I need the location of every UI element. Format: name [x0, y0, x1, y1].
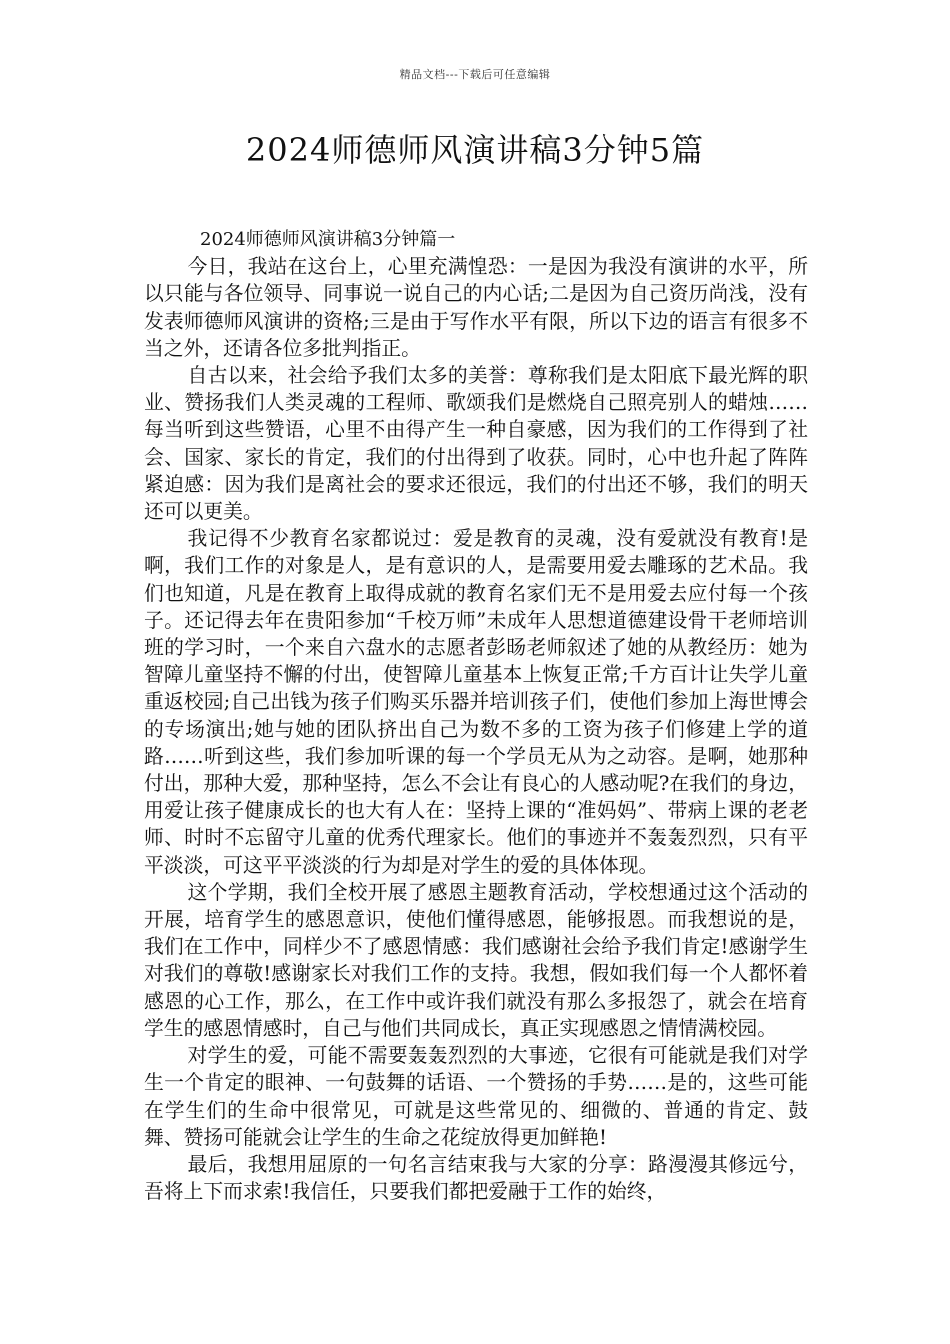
document-title: 2024师德师风演讲稿3分钟5篇: [245, 131, 705, 169]
section-heading: 2024师德师风演讲稿3分钟篇一: [200, 229, 456, 250]
paragraph-6: 最后，我想用屈原的一句名言结束我与大家的分享：路漫漫其修远兮，吾将上下而求索!我信任，只要我们都把爱融于工作的始终，: [144, 1152, 808, 1204]
paragraph-1: 今日，我站在这台上，心里充满惶恐：一是因为我没有演讲的水平，所以只能与各位领导、同事说一说自己的内心话;二是因为自己资历尚浅，没有发表师德师风演讲的资格;三是由于写作水平有限，所以下边的语言有很多不当之外，还请各位多批判指正。: [144, 255, 808, 360]
paragraph-5: 对学生的爱，可能不需要轰轰烈烈的大事迹，它很有可能就是我们对学生一个肯定的眼神、一句鼓舞的话语、一个赞扬的手势……是的，这些可能在学生们的生命中很常见，可就是这些常见的、细微的、普通的肯定、鼓舞、赞扬可能就会让学生的生命之花绽放得更加鲜艳!: [144, 1044, 808, 1149]
paragraph-2: 自古以来，社会给予我们太多的美誉：尊称我们是太阳底下最光辉的职业、赞扬我们人类灵魂的工程师、歌颂我们是燃烧自己照亮别人的蜡烛……每当听到这些赞语，心里不由得产生一种自豪感，因为我们的工作得到了社会、国家、家长的肯定，我们的付出得到了收获。同时，心中也升起了阵阵紧迫感：因为我们是离社会的要求还很远，我们的付出还不够，我们的明天还可以更美。: [144, 364, 808, 524]
document-body: [144, 226, 808, 1205]
paragraph-4: 这个学期，我们全校开展了感恩主题教育活动，学校想通过这个活动的开展，培育学生的感恩意识，使他们懂得感恩，能够报恩。而我想说的是，我们在工作中，同样少不了感恩情感：我们感谢社会给予我们肯定!感谢学生对我们的尊敬!感谢家长对我们工作的支持。我想，假如我们每一个人都怀着感恩的心工作，那么，在工作中或许我们就没有那么多报怨了，就会在培育学生的感恩情感时，自己与他们共同成长，真正实现感恩之情情满校园。: [144, 880, 808, 1040]
page-header: 精品文档---下载后可任意编辑: [399, 68, 551, 81]
paragraph-3: 我记得不少教育名家都说过：爱是教育的灵魂，没有爱就没有教育!是啊，我们工作的对象是人，是有意识的人，是需要用爱去雕琢的艺术品。我们也知道，凡是在教育上取得成就的教育名家们无不是用爱去应付每一个孩子。还记得去年在贵阳参加“千校万师”未成年人思想道德建设骨干老师培训班的学习时，一个来自六盘水的志愿者彭旸老师叙述了她的从教经历：她为智障儿童坚持不懈的付出，使智障儿童基本上恢复正常;千方百计让失学儿童重返校园;自己出钱为孩子们购买乐器并培训孩子们，使他们参加上海世博会的专场演出;她与她的团队挤出自己为数不多的工资为孩子们修建上学的道路……听到这些，我们参加听课的每一个学员无从为之动容。是啊，她那种付出，那种大爱，那种坚持，怎么不会让有良心的人感动呢?在我们的身边，用爱让孩子健康成长的也大有人在：坚持上课的“准妈妈”、带病上课的老老师、时时不忘留守儿童的优秀代理家长。他们的事迹并不轰轰烈烈，只有平平淡淡，可这平平淡淡的行为却是对学生的爱的具体体现。: [144, 527, 808, 877]
